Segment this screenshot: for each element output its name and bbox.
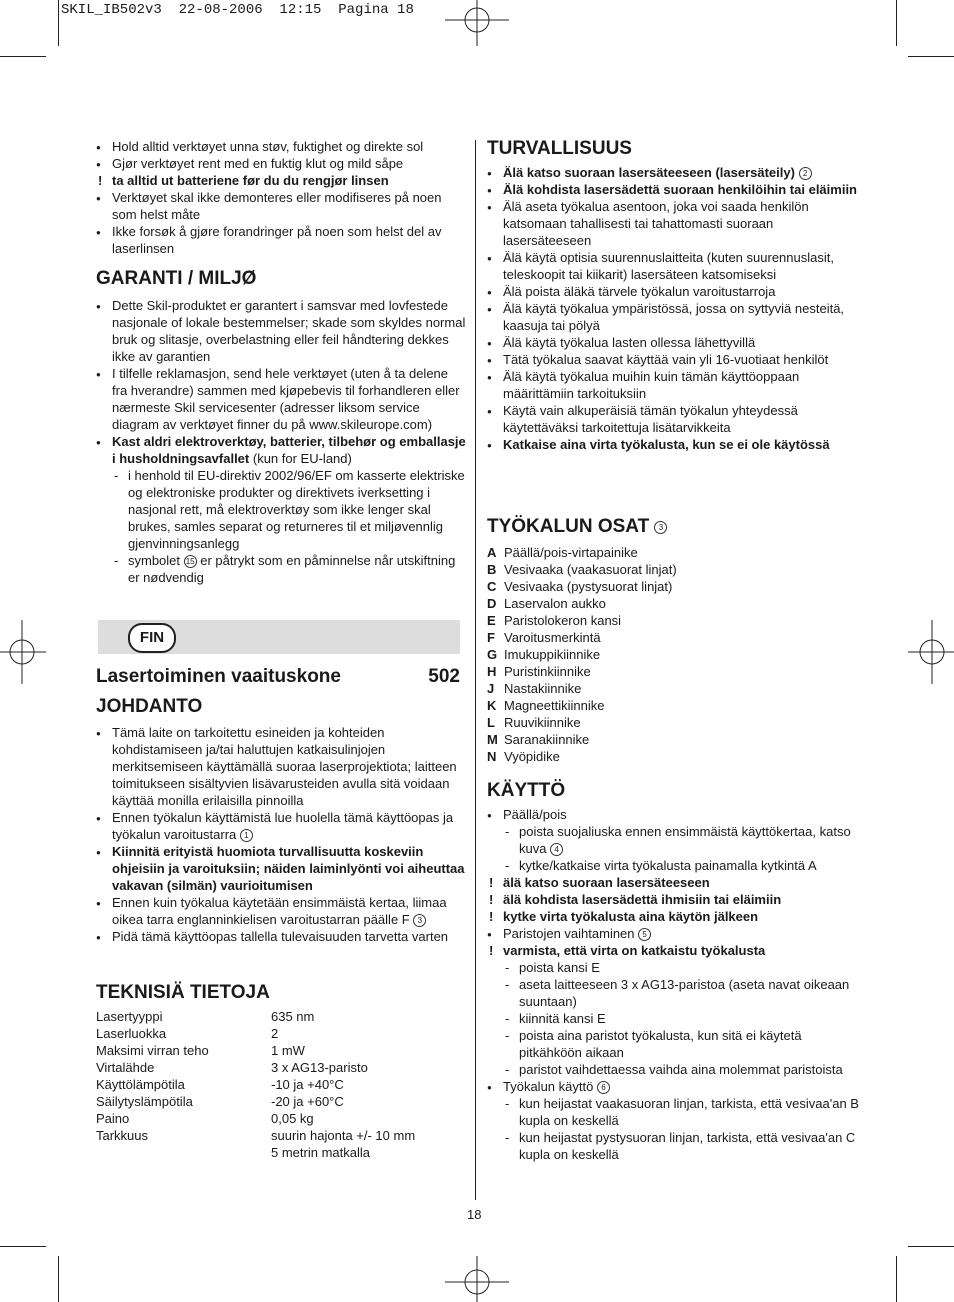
list-item: ● Ikke forsøk å gjøre forandringer på noen som helst del av laserlinsen xyxy=(96,223,466,257)
list-item xyxy=(96,809,466,843)
spec-value: 3 x AG13-paristo xyxy=(271,1060,368,1075)
list-item xyxy=(487,646,859,663)
dash-item: - kun heijastat pystysuoran linjan, tarkista, että vesivaa'an C kupla on keskellä xyxy=(487,1129,859,1163)
part-label: Vyöpidike xyxy=(504,749,560,764)
column-divider xyxy=(475,140,476,1200)
dash-item: - i henhold til EU-direktiv 2002/96/EF om kasserte elektriske og elektroniske produkter og direktivets iverksetting i nasjonal rett, må elektroverktøy som ikke lenger skal brukes, samles separat og returneres til et miljøvennlig gjenvinningsanlegg xyxy=(96,467,466,552)
part-label: Päällä/pois-virtapainike xyxy=(504,545,638,560)
spec-label: Käyttölämpötila xyxy=(96,1077,185,1092)
spec-value: suurin hajonta +/- 10 mm xyxy=(271,1128,416,1143)
crop-mark xyxy=(58,1256,59,1302)
part-key: M xyxy=(487,732,498,747)
parts-list xyxy=(487,544,859,765)
dash-item xyxy=(487,823,859,857)
list-item xyxy=(487,1078,859,1095)
crop-mark xyxy=(896,0,897,46)
text: (kun for EU-land) xyxy=(249,451,352,466)
spec-label xyxy=(96,1144,271,1161)
spec-value: 2 xyxy=(271,1026,279,1041)
dash-item: - aseta laitteeseen 3 x AG13-paristoa (aseta navat oikeaan suuntaan) xyxy=(487,976,859,1010)
part-key: E xyxy=(487,613,496,628)
turvallisuus-section xyxy=(487,138,859,453)
list-item xyxy=(487,595,859,612)
johdanto-section xyxy=(96,696,466,945)
part-label: Imukuppikiinnike xyxy=(504,647,601,662)
text: Ennen kuin työkalua käytetään ensimmäistä kertaa, liimaa oikea tarra englanninkielisen varoitustarran päälle F xyxy=(112,895,447,927)
part-key: H xyxy=(487,664,497,679)
section-heading: TURVALLISUUS xyxy=(487,138,632,159)
list-item xyxy=(487,164,859,181)
warning-item: ! kytke virta työkalusta aina käytön jälkeen xyxy=(487,908,859,925)
registration-mark-icon xyxy=(445,0,509,46)
part-label: Vesivaaka (pystysuorat linjat) xyxy=(504,579,673,594)
crop-mark xyxy=(0,56,46,57)
dash-item: - kun heijastat vaakasuoran linjan, tarkista, että vesivaa'an B kupla on keskellä xyxy=(487,1095,859,1129)
list-item: ● Käytä vain alkuperäisiä tämän työkalun yhteydessä käytettäväksi tarkoitettuja lisätarvikkeita xyxy=(487,402,859,436)
spec-label: Tarkkuus xyxy=(96,1128,149,1143)
registration-mark-icon xyxy=(445,1256,509,1302)
registration-mark-icon xyxy=(908,620,954,684)
list-item xyxy=(487,714,859,731)
part-key: L xyxy=(487,715,495,730)
list-item xyxy=(487,697,859,714)
list-item xyxy=(487,544,859,561)
language-bar xyxy=(98,620,460,654)
circled-number: 4 xyxy=(550,843,563,856)
product-title xyxy=(96,666,460,688)
warning-item: ! ta alltid ut batteriene før du du rengjør linsen xyxy=(96,172,466,189)
text: Työkalun käyttö xyxy=(503,1079,594,1094)
kaytto-section xyxy=(487,780,859,1163)
part-label: Magneettikiinnike xyxy=(504,698,605,713)
list-item xyxy=(487,748,859,765)
part-label: Paristolokeron kansi xyxy=(504,613,622,628)
list-item: ● Älä käytä työkalua lasten ollessa lähettyvillä xyxy=(487,334,859,351)
part-label: Saranakiinnike xyxy=(504,732,590,747)
spec-label: Maksimi virran teho xyxy=(96,1043,209,1058)
maintenance-list xyxy=(96,138,466,257)
part-label: Nastakiinnike xyxy=(504,681,582,696)
registration-mark-icon xyxy=(0,620,46,684)
list-item: ● Gjør verktøyet rent med en fuktig klut og mild såpe xyxy=(96,155,466,172)
dash-item: - paristot vaihdettaessa vaihda aina molemmat paristoista xyxy=(487,1061,859,1078)
circled-number: 15 xyxy=(184,555,197,568)
warning-item: ! varmista, että virta on katkaistu työkalusta xyxy=(487,942,859,959)
garanti-section xyxy=(96,268,466,586)
list-item: ● Päällä/pois xyxy=(487,806,859,823)
dash-item: - kiinnitä kansi E xyxy=(487,1010,859,1027)
part-key: A xyxy=(487,545,497,560)
list-item: ● Kiinnitä erityistä huomiota turvallisuutta koskeviin ohjeisiin ja varoituksiin; näiden laiminlyönti voi aiheuttaa vakavan (silmän) vaurioitumisen xyxy=(96,843,466,894)
spec-value: -10 ja +40°C xyxy=(271,1077,344,1092)
list-item xyxy=(96,433,466,467)
crop-mark xyxy=(58,0,59,46)
list-item xyxy=(487,561,859,578)
heading-text: TYÖKALUN OSAT xyxy=(487,516,650,537)
circled-number: 5 xyxy=(638,928,651,941)
part-label: Varoitusmerkintä xyxy=(504,630,601,645)
list-item: ● Dette Skil-produktet er garantert i samsvar med lovfestede nasjonale of lokale bestemmelser; skade som skyldes normal bruk og slitasje, overbelastning eller feil håndtering dekkes ikke av garantien xyxy=(96,297,466,365)
spec-label: Säilytyslämpötila xyxy=(96,1094,193,1109)
list-item xyxy=(487,680,859,697)
list-item: ● Älä käytä optisia suurennuslaitteita (kuten suurennuslasit, teleskoopit tai kiikarit) lasersäteen katsomiseksi xyxy=(487,249,859,283)
list-item: ● Älä käytä työkalua muihin kuin tämän käyttöoppaan määrittämiin tarkoituksiin xyxy=(487,368,859,402)
list-item: ● Pidä tämä käyttöopas tallella tulevaisuuden tarvetta varten xyxy=(96,928,466,945)
spec-value: 1 mW xyxy=(271,1043,305,1058)
list-item: ● Tämä laite on tarkoitettu esineiden ja kohteiden kohdistamiseen ja/tai haluttujen katkaisulinjojen merkitsemiseen käyttämällä suoraa laserprojektiota; laitteen toimitukseen sisältyvien lisävarusteiden avulla sitä voidaan käyttää monilla erilaisilla pinnoilla xyxy=(96,724,466,809)
section-heading: JOHDANTO xyxy=(96,696,203,717)
list-item xyxy=(487,663,859,680)
circled-number: 6 xyxy=(597,1081,610,1094)
circled-number: 3 xyxy=(654,521,667,534)
text: er påtrykt som en påminnelse når utskiftning er nødvendig xyxy=(128,553,456,585)
section-heading: KÄYTTÖ xyxy=(487,780,566,801)
text: Ennen työkalun käyttämistä lue huolella tämä käyttöopas ja työkalun varoitustarra xyxy=(112,810,454,842)
spec-value: 635 nm xyxy=(271,1009,315,1024)
list-item: ● Hold alltid verktøyet unna støv, fuktighet og direkte sol xyxy=(96,138,466,155)
part-key: C xyxy=(487,579,497,594)
spec-label: Laserluokka xyxy=(96,1026,167,1041)
list-item: ● Katkaise aina virta työkalusta, kun se ei ole käytössä xyxy=(487,436,859,453)
list-item: ● Tätä työkalua saavat käyttää vain yli 16-vuotiaat henkilöt xyxy=(487,351,859,368)
list-item: ● Älä poista äläkä tärvele työkalun varoitustarroja xyxy=(487,283,859,300)
part-key: J xyxy=(487,681,495,696)
list-item xyxy=(487,578,859,595)
list-item xyxy=(487,925,859,942)
crop-mark xyxy=(908,1246,954,1247)
warning-item: ! älä kohdista lasersädettä ihmisiin tai eläimiin xyxy=(487,891,859,908)
list-item xyxy=(487,612,859,629)
dash-item: - poista kansi E xyxy=(487,959,859,976)
part-key: B xyxy=(487,562,497,577)
list-item xyxy=(96,894,466,928)
circled-number: 1 xyxy=(240,829,253,842)
dash-item: - kytke/katkaise virta työkalusta painamalla kytkintä A xyxy=(487,857,859,874)
section-heading: GARANTI / MILJØ xyxy=(96,268,257,289)
crop-mark xyxy=(896,1256,897,1302)
part-key: N xyxy=(487,749,497,764)
section-heading: TEKNISIÄ TIETOJA xyxy=(96,982,270,1003)
language-label: FIN xyxy=(128,623,176,653)
text: symbolet xyxy=(128,553,184,568)
product-name: Lasertoiminen vaaituskone xyxy=(96,666,341,687)
part-key: D xyxy=(487,596,497,611)
part-key: K xyxy=(487,698,497,713)
list-item: ● Älä aseta työkalua asentoon, joka voi saada henkilön katsomaan tahallisesti tai tahattomasti suoraan lasersäteeseen xyxy=(487,198,859,249)
text: Älä katso suoraan lasersäteeseen (lasersäteily) xyxy=(503,165,795,180)
spec-label: Virtalähde xyxy=(96,1060,155,1075)
spec-value: 0,05 kg xyxy=(271,1111,314,1126)
warning-item: ! älä katso suoraan lasersäteeseen xyxy=(487,874,859,891)
part-label: Vesivaaka (vaakasuorat linjat) xyxy=(504,562,677,577)
list-item: ● Verktøyet skal ikke demonteres eller modifiseres på noen som helst måte xyxy=(96,189,466,223)
spec-value: 5 metrin matkalla xyxy=(271,1145,370,1160)
list-item: ● I tilfelle reklamasjon, send hele verktøyet (uten å ta delene fra hverandre) sammen med kjøpebevis til forhandleren eller nærmeste Skil servicesenter (adresser liksom service diagram av verktøyet finner du på www.skileurope.com) xyxy=(96,365,466,433)
section-heading xyxy=(487,516,859,538)
bold-text: Kast aldri elektroverktøy, batterier, tilbehør og emballasje i husholdningsavfallet xyxy=(112,434,466,466)
dash-item: - poista aina paristot työkalusta, kun sitä ei käytetä pitkähköön aikaan xyxy=(487,1027,859,1061)
spec-label: Lasertyyppi xyxy=(96,1009,163,1024)
spec-label: Paino xyxy=(96,1111,130,1126)
header-slug: SKIL_IB502v3 22-08-2006 12:15 Pagina 18 xyxy=(61,2,414,18)
dash-item xyxy=(96,552,466,586)
osat-section xyxy=(487,516,859,765)
list-item xyxy=(487,629,859,646)
list-item: ● Älä käytä työkalua ympäristössä, jossa on syttyviä nesteitä, kaasuja tai pölyä xyxy=(487,300,859,334)
tekniset-section xyxy=(96,982,466,1161)
crop-mark xyxy=(908,56,954,57)
part-key: F xyxy=(487,630,495,645)
text: Paristojen vaihtaminen xyxy=(503,926,635,941)
list-item: ● Älä kohdista lasersädettä suoraan henkilöihin tai eläimiin xyxy=(487,181,859,198)
page-number: 18 xyxy=(467,1207,482,1222)
part-label: Laservalon aukko xyxy=(504,596,606,611)
spec-table xyxy=(96,1008,466,1161)
spec-value: -20 ja +60°C xyxy=(271,1094,344,1109)
product-model: 502 xyxy=(428,666,460,687)
circled-number: 3 xyxy=(413,914,426,927)
part-label: Puristinkiinnike xyxy=(504,664,591,679)
part-key: G xyxy=(487,647,498,662)
part-label: Ruuvikiinnike xyxy=(504,715,581,730)
circled-number: 2 xyxy=(799,167,812,180)
list-item xyxy=(487,731,859,748)
crop-mark xyxy=(0,1246,46,1247)
text: poista suojaliuska ennen ensimmäistä käyttökertaa, katso kuva xyxy=(519,824,851,856)
